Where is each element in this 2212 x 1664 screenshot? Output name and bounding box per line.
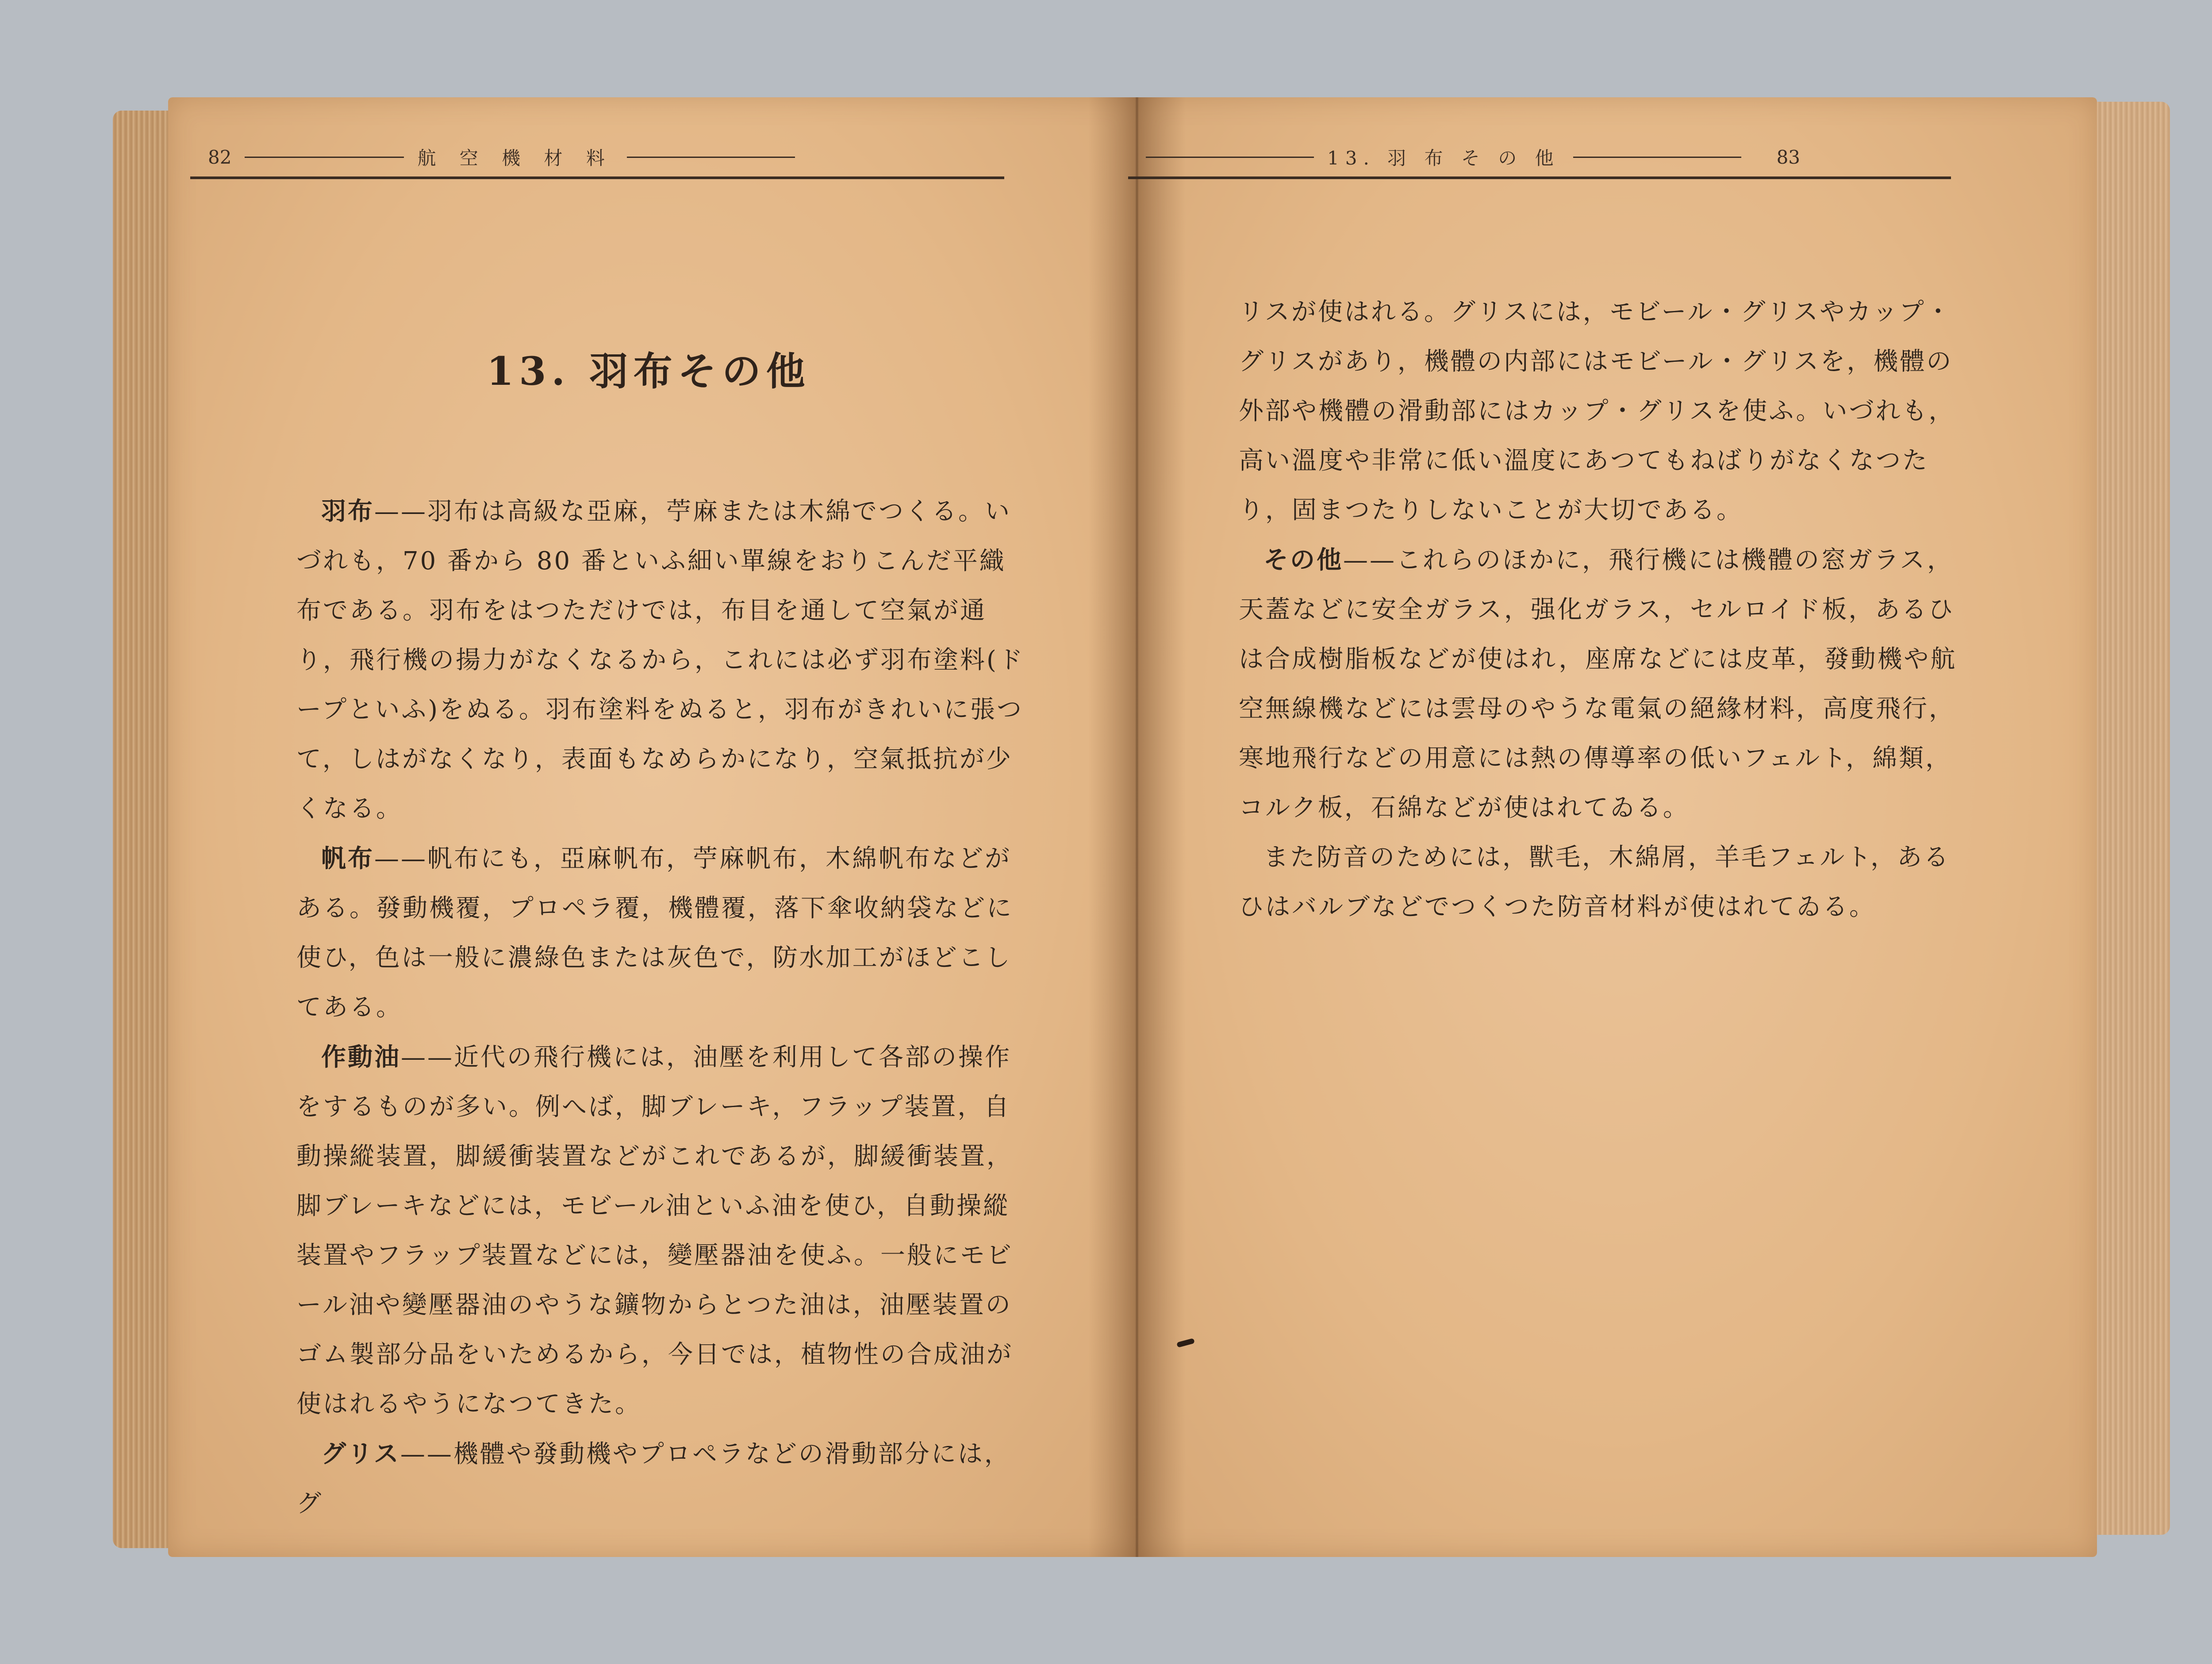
paragraph-sadouyu bbox=[296, 1032, 1026, 1429]
paragraph-text: ——羽布は高級な亞麻，苧麻または木綿でつくる。いづれも，70 番から 80 番といふ細い單線をおりこんだ平織布である。羽布をはつただけでは，布目を通して空氣が通り，飛行機の揚力がなくなるから，これには必ず羽布塗料(ドープといふ)をぬる。羽布塗料をぬると，羽布がきれいに張つて，しはがなくなり，表面もなめらかになり，空氣抵抗が少くなる。 bbox=[296, 497, 1025, 823]
paragraph-grease-continued bbox=[1239, 288, 1973, 535]
left-page-body bbox=[296, 487, 1026, 1529]
paragraph-soundproofing bbox=[1239, 833, 1973, 932]
paragraph-text: ——これらのほかに，飛行機には機體の窓ガラス，天蓋などに安全ガラス，强化ガラス，セルロイド板，あるひは合成樹脂板などが使はれ，座席などには皮革，發動機や航空無線機などには雲母のやうな電氣の絕緣材料，高度飛行，寒地飛行などの用意には熱の傳導率の低いフェルト，綿類，コルク板，石綿などが使はれてゐる。 bbox=[1239, 546, 1957, 822]
right-running-head: 13. 羽 布 そ の 他 bbox=[1327, 147, 1560, 169]
header-rule bbox=[190, 176, 1004, 179]
term-label: 帆布 bbox=[321, 844, 374, 873]
left-page-number: 82 bbox=[208, 146, 232, 168]
term-label: 羽布 bbox=[321, 497, 374, 526]
paragraph-text: ——近代の飛行機には，油壓を利用して各部の操作をするものが多い。例へば，脚ブレーキ，フラップ装置，自動操縱装置，脚緩衝装置などがこれであるが，脚緩衝装置，脚ブレーキなどには，モビール油といふ油を使ひ，自動操縱装置やフラップ装置などには，變壓器油を使ふ。一般にモビール油や變壓器油のやうな鑛物からとつた油は，油壓装置のゴム製部分品をいためるから，今日では，植物性の合成油が使はれるやうになつてきた。 bbox=[296, 1043, 1013, 1419]
paragraph-hanpu bbox=[296, 834, 1026, 1032]
paragraph-text: ——機體や發動機やプロペラなどの滑動部分には，グ bbox=[296, 1440, 1011, 1518]
paragraph-sonota bbox=[1239, 535, 1973, 833]
left-running-head: 航 空 機 材 料 bbox=[417, 147, 614, 169]
header-dash bbox=[245, 157, 404, 158]
right-page-number: 83 bbox=[1776, 146, 1801, 168]
term-label: その他 bbox=[1263, 545, 1343, 575]
right-running-header bbox=[1128, 139, 1951, 179]
header-dash bbox=[1573, 157, 1741, 158]
header-dash bbox=[627, 157, 795, 158]
term-label: グリス bbox=[321, 1439, 400, 1468]
header-dash bbox=[1146, 157, 1314, 158]
right-page-body bbox=[1239, 288, 1973, 932]
left-running-header bbox=[190, 139, 1004, 179]
chapter-title: 13. 羽布その他 bbox=[487, 348, 810, 394]
header-rule bbox=[1128, 176, 1951, 179]
paragraph-text: リスが使はれる。グリスには，モビール・グリスやカップ・グリスがあり，機體の内部にはモビール・グリスを，機體の外部や機體の滑動部にはカップ・グリスを使ふ。いづれも，高い溫度や非常に低い溫度にあつてもねばりがなくなつたり，固まつたりしないことが大切である。 bbox=[1239, 298, 1955, 525]
term-label: 作動油 bbox=[321, 1043, 401, 1072]
paragraph-grease bbox=[296, 1429, 1026, 1529]
paragraph-text: ——帆布にも，亞麻帆布，苧麻帆布，木綿帆布などがある。發動機覆，プロペラ覆，機體覆，落下傘收納袋などに使ひ，色は一般に濃綠色または灰色で，防水加工がほどこしてある。 bbox=[296, 844, 1013, 1022]
paragraph-habu bbox=[296, 487, 1026, 834]
book-gutter bbox=[1088, 97, 1186, 1557]
paragraph-text: また防音のためには，獸毛，木綿屑，羊毛フェルト，あるひはバルブなどでつくつた防音材料が使はれてゐる。 bbox=[1239, 843, 1951, 921]
